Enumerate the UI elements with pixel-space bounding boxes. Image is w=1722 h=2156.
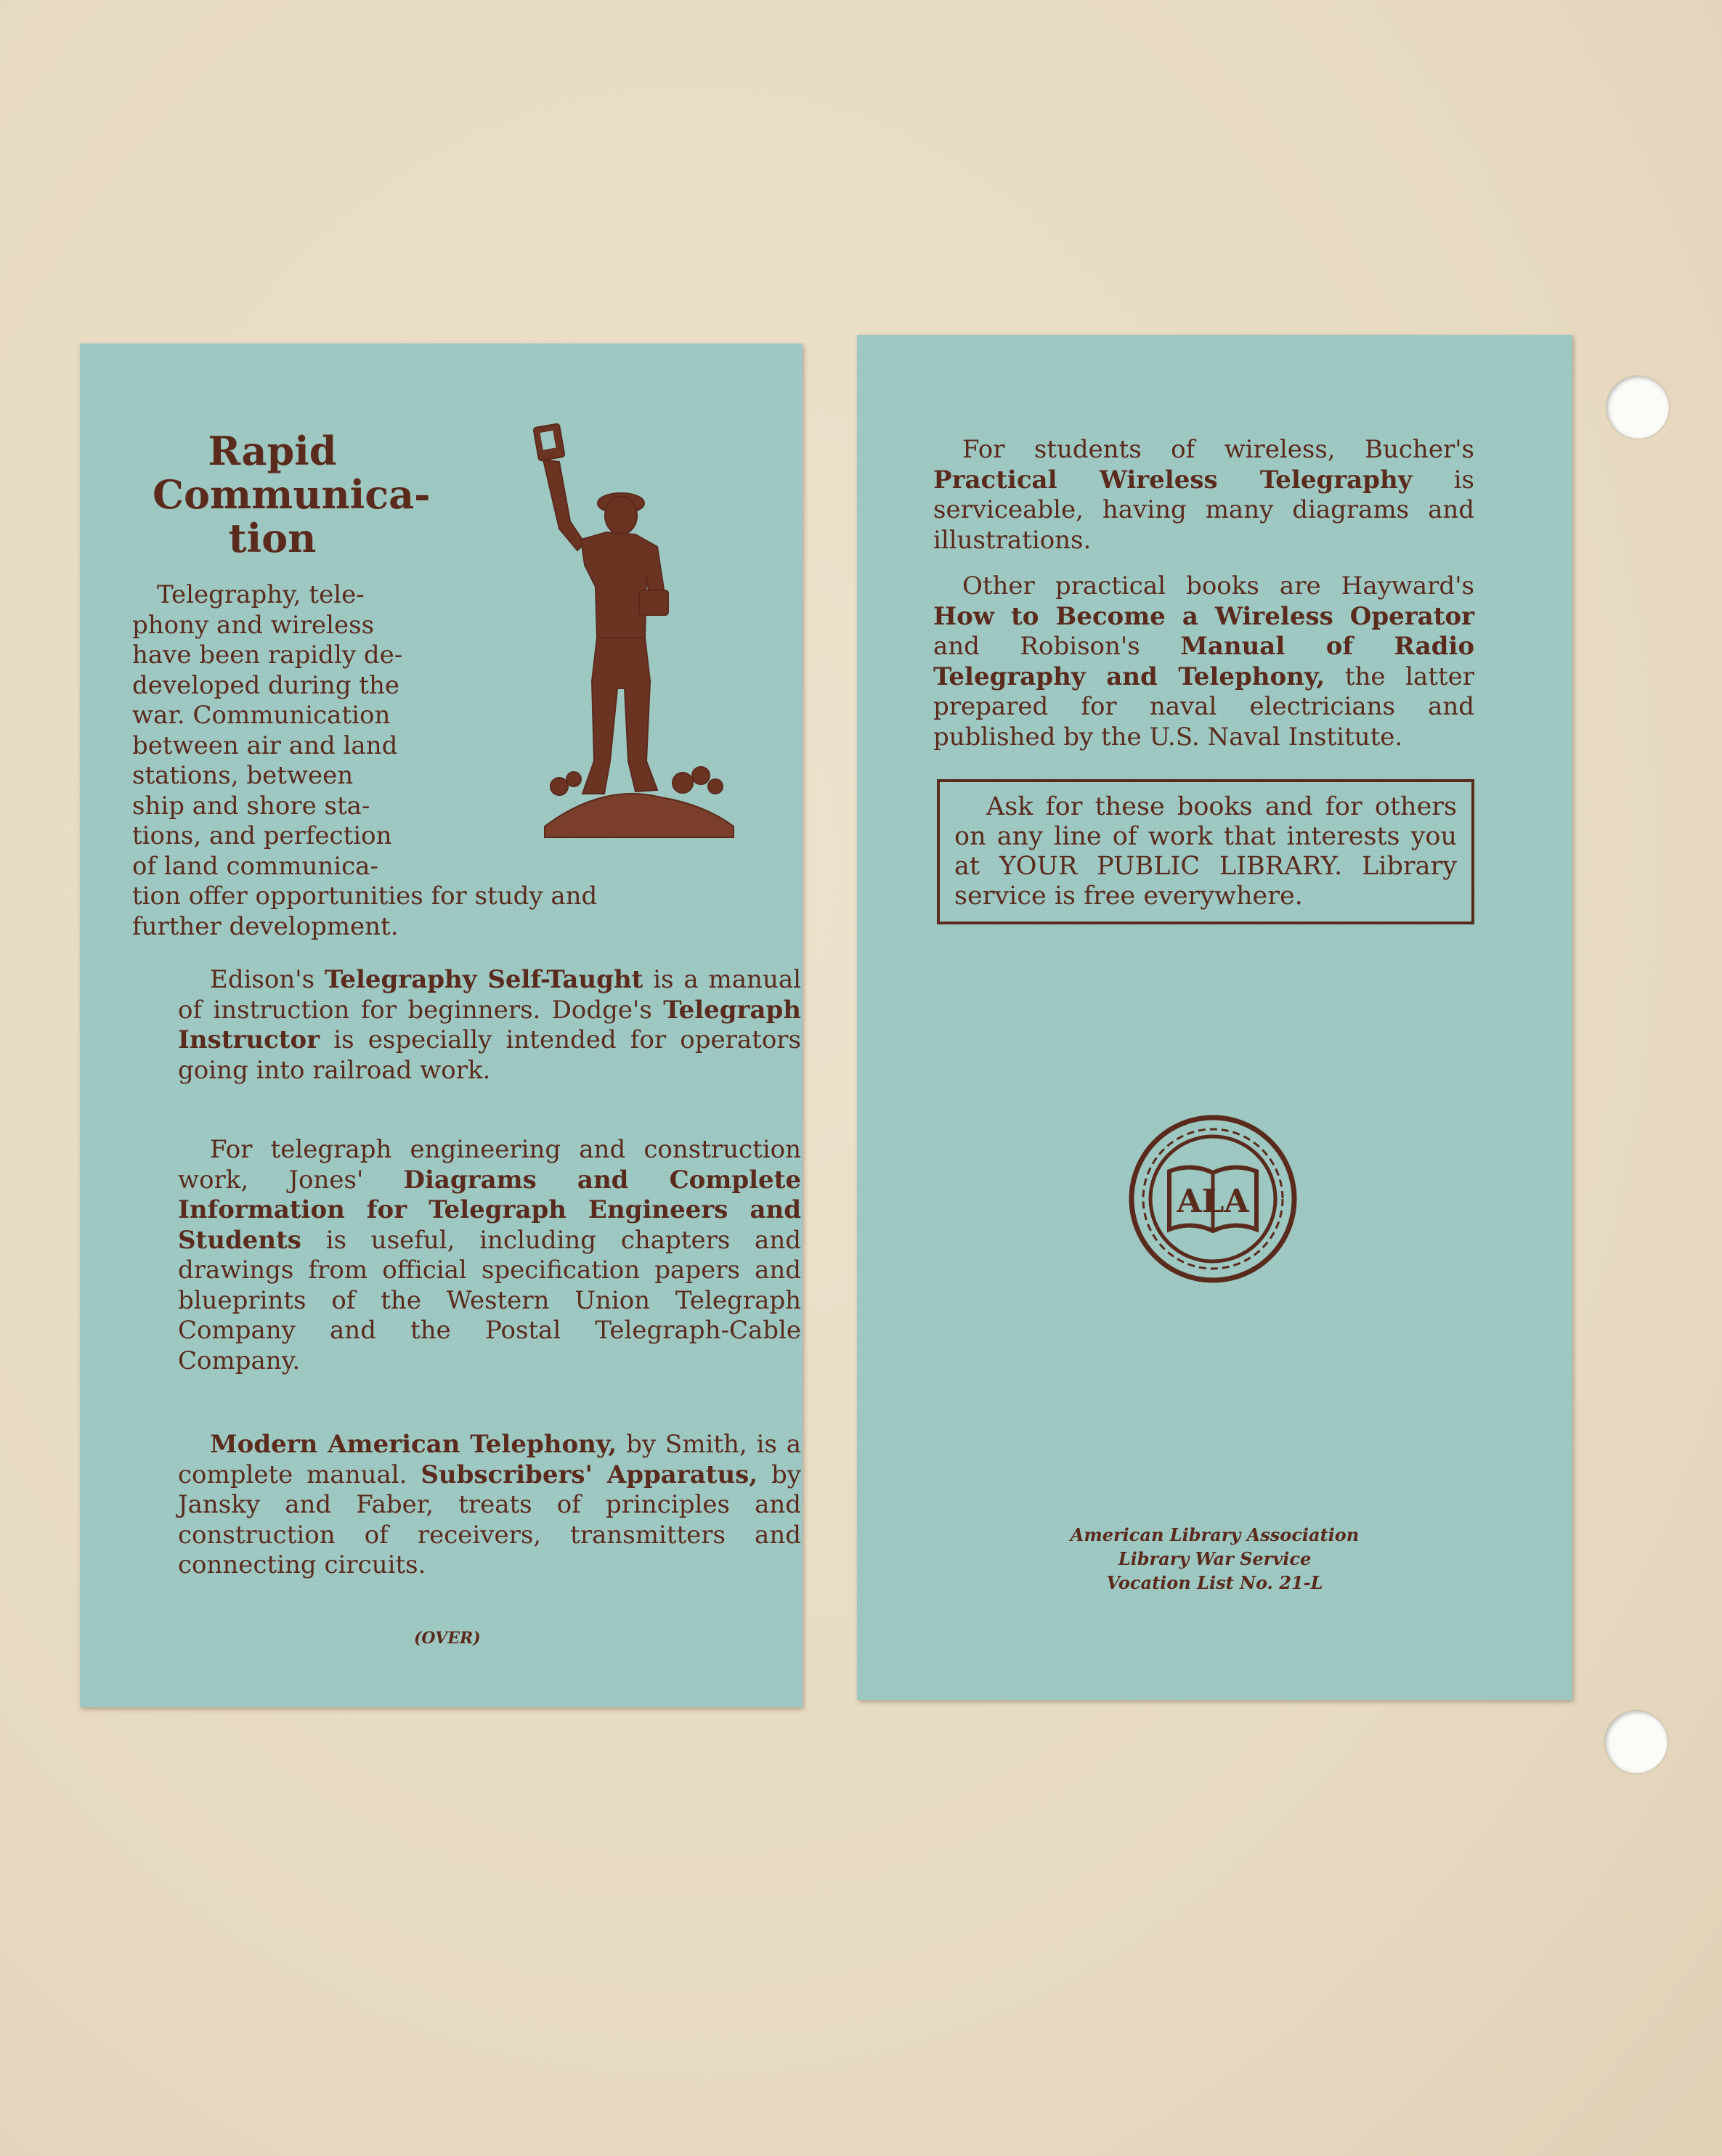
binder-hole-top — [1607, 376, 1669, 439]
right-leaflet-page — [857, 335, 1572, 1700]
book-title: Manual of Radio Telegraphy and Telephony, — [933, 632, 1474, 691]
intro-line: between air and land — [132, 731, 398, 760]
footer-line: Vocation List No. 21-L — [1106, 1572, 1323, 1593]
intro-line: war. Communication — [132, 701, 391, 730]
text: Edison's — [210, 965, 325, 994]
title-line: tion — [228, 515, 317, 561]
intro-paragraph — [132, 580, 598, 942]
book-title: Subscribers' Apparatus, — [421, 1460, 758, 1489]
text: Other practical books are Hayward's — [962, 571, 1474, 601]
intro-line: ship and shore sta- — [132, 791, 370, 821]
library-notice-box — [937, 779, 1474, 924]
intro-line: further development. — [132, 911, 399, 941]
footer-line: Library War Service — [1118, 1548, 1312, 1569]
telegraphy-books-paragraph — [178, 965, 801, 1086]
seal-letters: ALA — [1177, 1183, 1249, 1220]
footer-line: American Library Association — [1070, 1524, 1360, 1545]
binder-hole-bottom — [1605, 1711, 1668, 1773]
engineering-books-paragraph — [178, 1135, 801, 1376]
practical-books-paragraph — [933, 571, 1474, 752]
intro-line: of land communica- — [132, 851, 378, 881]
text: and Robison's — [933, 632, 1181, 661]
intro-line: phony and wireless — [132, 610, 375, 640]
book-title: Diagrams and Complete Information for Telegraph Engineers and Students — [178, 1165, 801, 1255]
telephony-books-paragraph — [178, 1430, 801, 1581]
intro-line: developed during the — [132, 670, 399, 700]
intro-line: have been rapidly de- — [132, 640, 403, 670]
book-title: Practical Wireless Telegraphy — [933, 465, 1413, 495]
text: by Jansky and Faber, treats of principles and construction of receivers, transmitters and connecting circuits. — [178, 1460, 801, 1579]
leaflet-title — [153, 428, 431, 561]
notice-text: Ask for these books and for others on any line of work that interests you at YOUR PUBLIC LIBRARY. Library service is free everywhere. — [954, 792, 1457, 911]
intro-line: stations, between — [132, 761, 354, 790]
over-label: (OVER) — [414, 1629, 481, 1648]
text: is especially intended for operators going into railroad work. — [178, 1025, 801, 1085]
publisher-footer — [1017, 1523, 1413, 1595]
intro-line: Telegraphy, tele- — [157, 580, 365, 609]
title-line: Rapid — [208, 428, 337, 474]
book-title: Modern American Telephony, — [210, 1430, 617, 1459]
wireless-books-paragraph — [933, 435, 1474, 556]
text: the latter prepared for naval electricians and published by the U.S. Naval Institute. — [933, 662, 1474, 752]
title-line: Communica- — [153, 471, 431, 518]
text: is serviceable, having many diagrams and illustrations. — [933, 465, 1474, 555]
book-title: Telegraph Instructor — [178, 995, 801, 1054]
intro-line: tion offer opportunities for study and — [132, 882, 598, 911]
intro-line: tions, and perfection — [132, 821, 392, 850]
text: is a manual of instruction for beginners. Dodge's — [178, 965, 801, 1025]
soldier-holding-telegraph-key-icon — [516, 420, 755, 841]
book-title: How to Become a Wireless Operator — [933, 601, 1474, 631]
text: by Smith, is a complete manual. — [178, 1430, 801, 1489]
text: is useful, including chapters and drawings from official specification papers and blueprints of the Western Union Telegraph Company and the Postal Telegraph-Cable Company. — [178, 1225, 801, 1375]
left-leaflet-page — [80, 343, 803, 1707]
text: For students of wireless, Bucher's — [962, 435, 1474, 464]
ala-seal-icon — [1126, 1112, 1300, 1286]
text: For telegraph engineering and construction work, Jones' — [178, 1135, 801, 1195]
book-title: Telegraphy Self-Taught — [324, 965, 643, 994]
